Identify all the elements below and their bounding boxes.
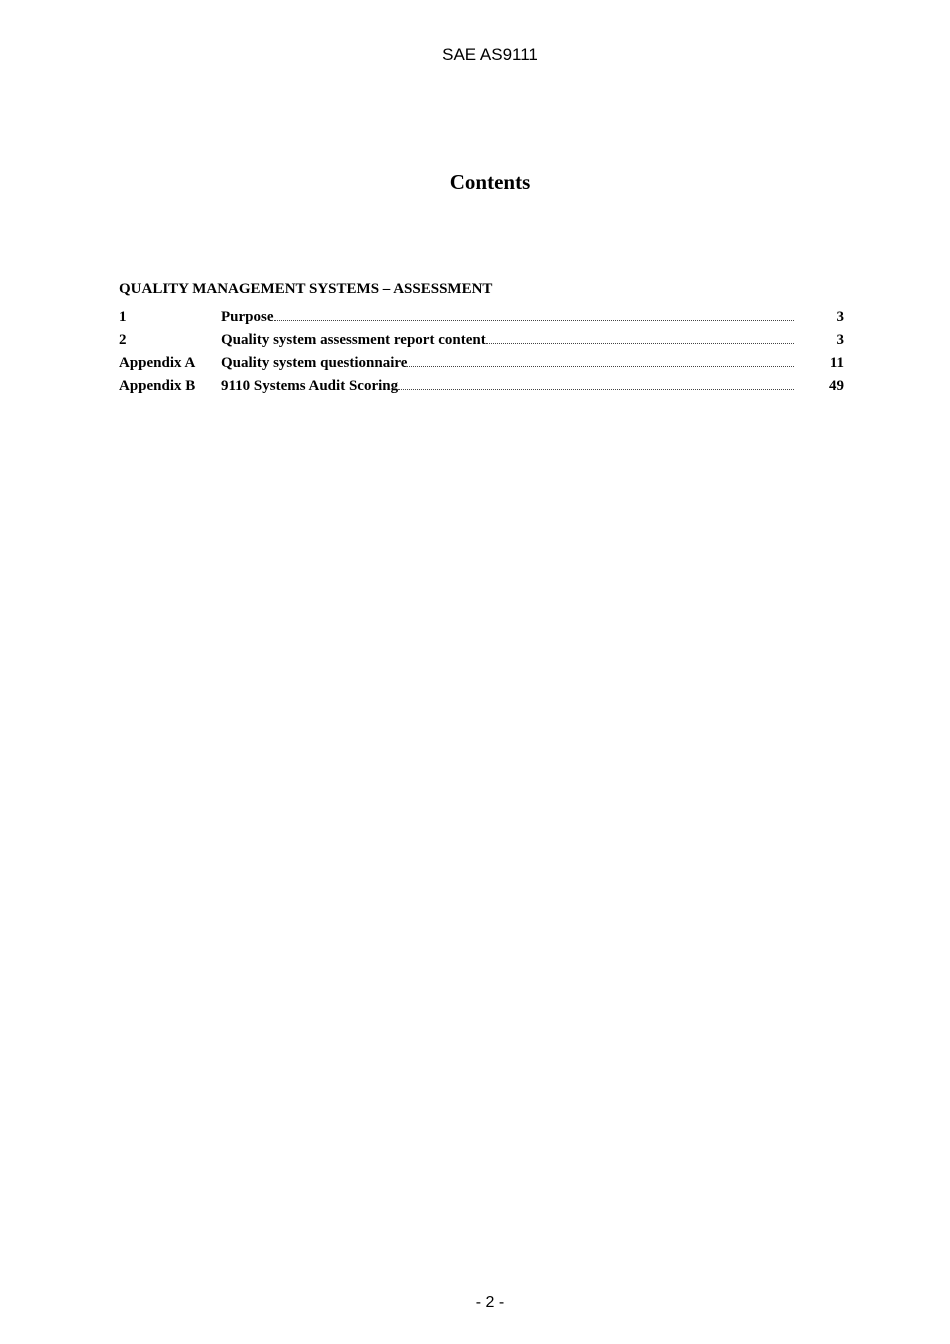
toc-entry-label: Quality system assessment report content [221,332,486,348]
toc-entry-page: 11 [829,355,844,371]
toc-entry-appendix-a[interactable] [119,355,844,378]
page-footer-number: - 2 - [475,1294,505,1311]
toc-entry-purpose[interactable] [119,309,844,332]
toc-entry-label: 9110 Systems Audit Scoring [221,378,399,394]
toc-entry-number: Appendix B [119,378,196,394]
toc-section-heading: QUALITY MANAGEMENT SYSTEMS – ASSESSMENT [119,281,493,297]
toc-dot-leader [274,320,795,321]
toc-entry-number: 1 [119,309,127,325]
page-header: SAE AS9111 [442,45,538,64]
page-title: Contents [449,170,531,194]
toc-entry-page: 49 [829,378,844,394]
toc-dot-leader [407,366,794,367]
toc-entry-report-content[interactable] [119,332,844,355]
toc-entry-label: Quality system questionnaire [221,355,408,371]
toc-entry-page: 3 [836,332,844,348]
toc-entry-number: Appendix A [119,355,196,371]
table-of-contents [119,309,844,401]
toc-entry-page: 3 [836,309,844,325]
toc-entry-appendix-b[interactable] [119,378,844,401]
toc-entry-number: 2 [119,332,127,348]
toc-entry-label: Purpose [221,309,274,325]
toc-dot-leader [398,389,794,390]
toc-dot-leader [486,343,794,344]
